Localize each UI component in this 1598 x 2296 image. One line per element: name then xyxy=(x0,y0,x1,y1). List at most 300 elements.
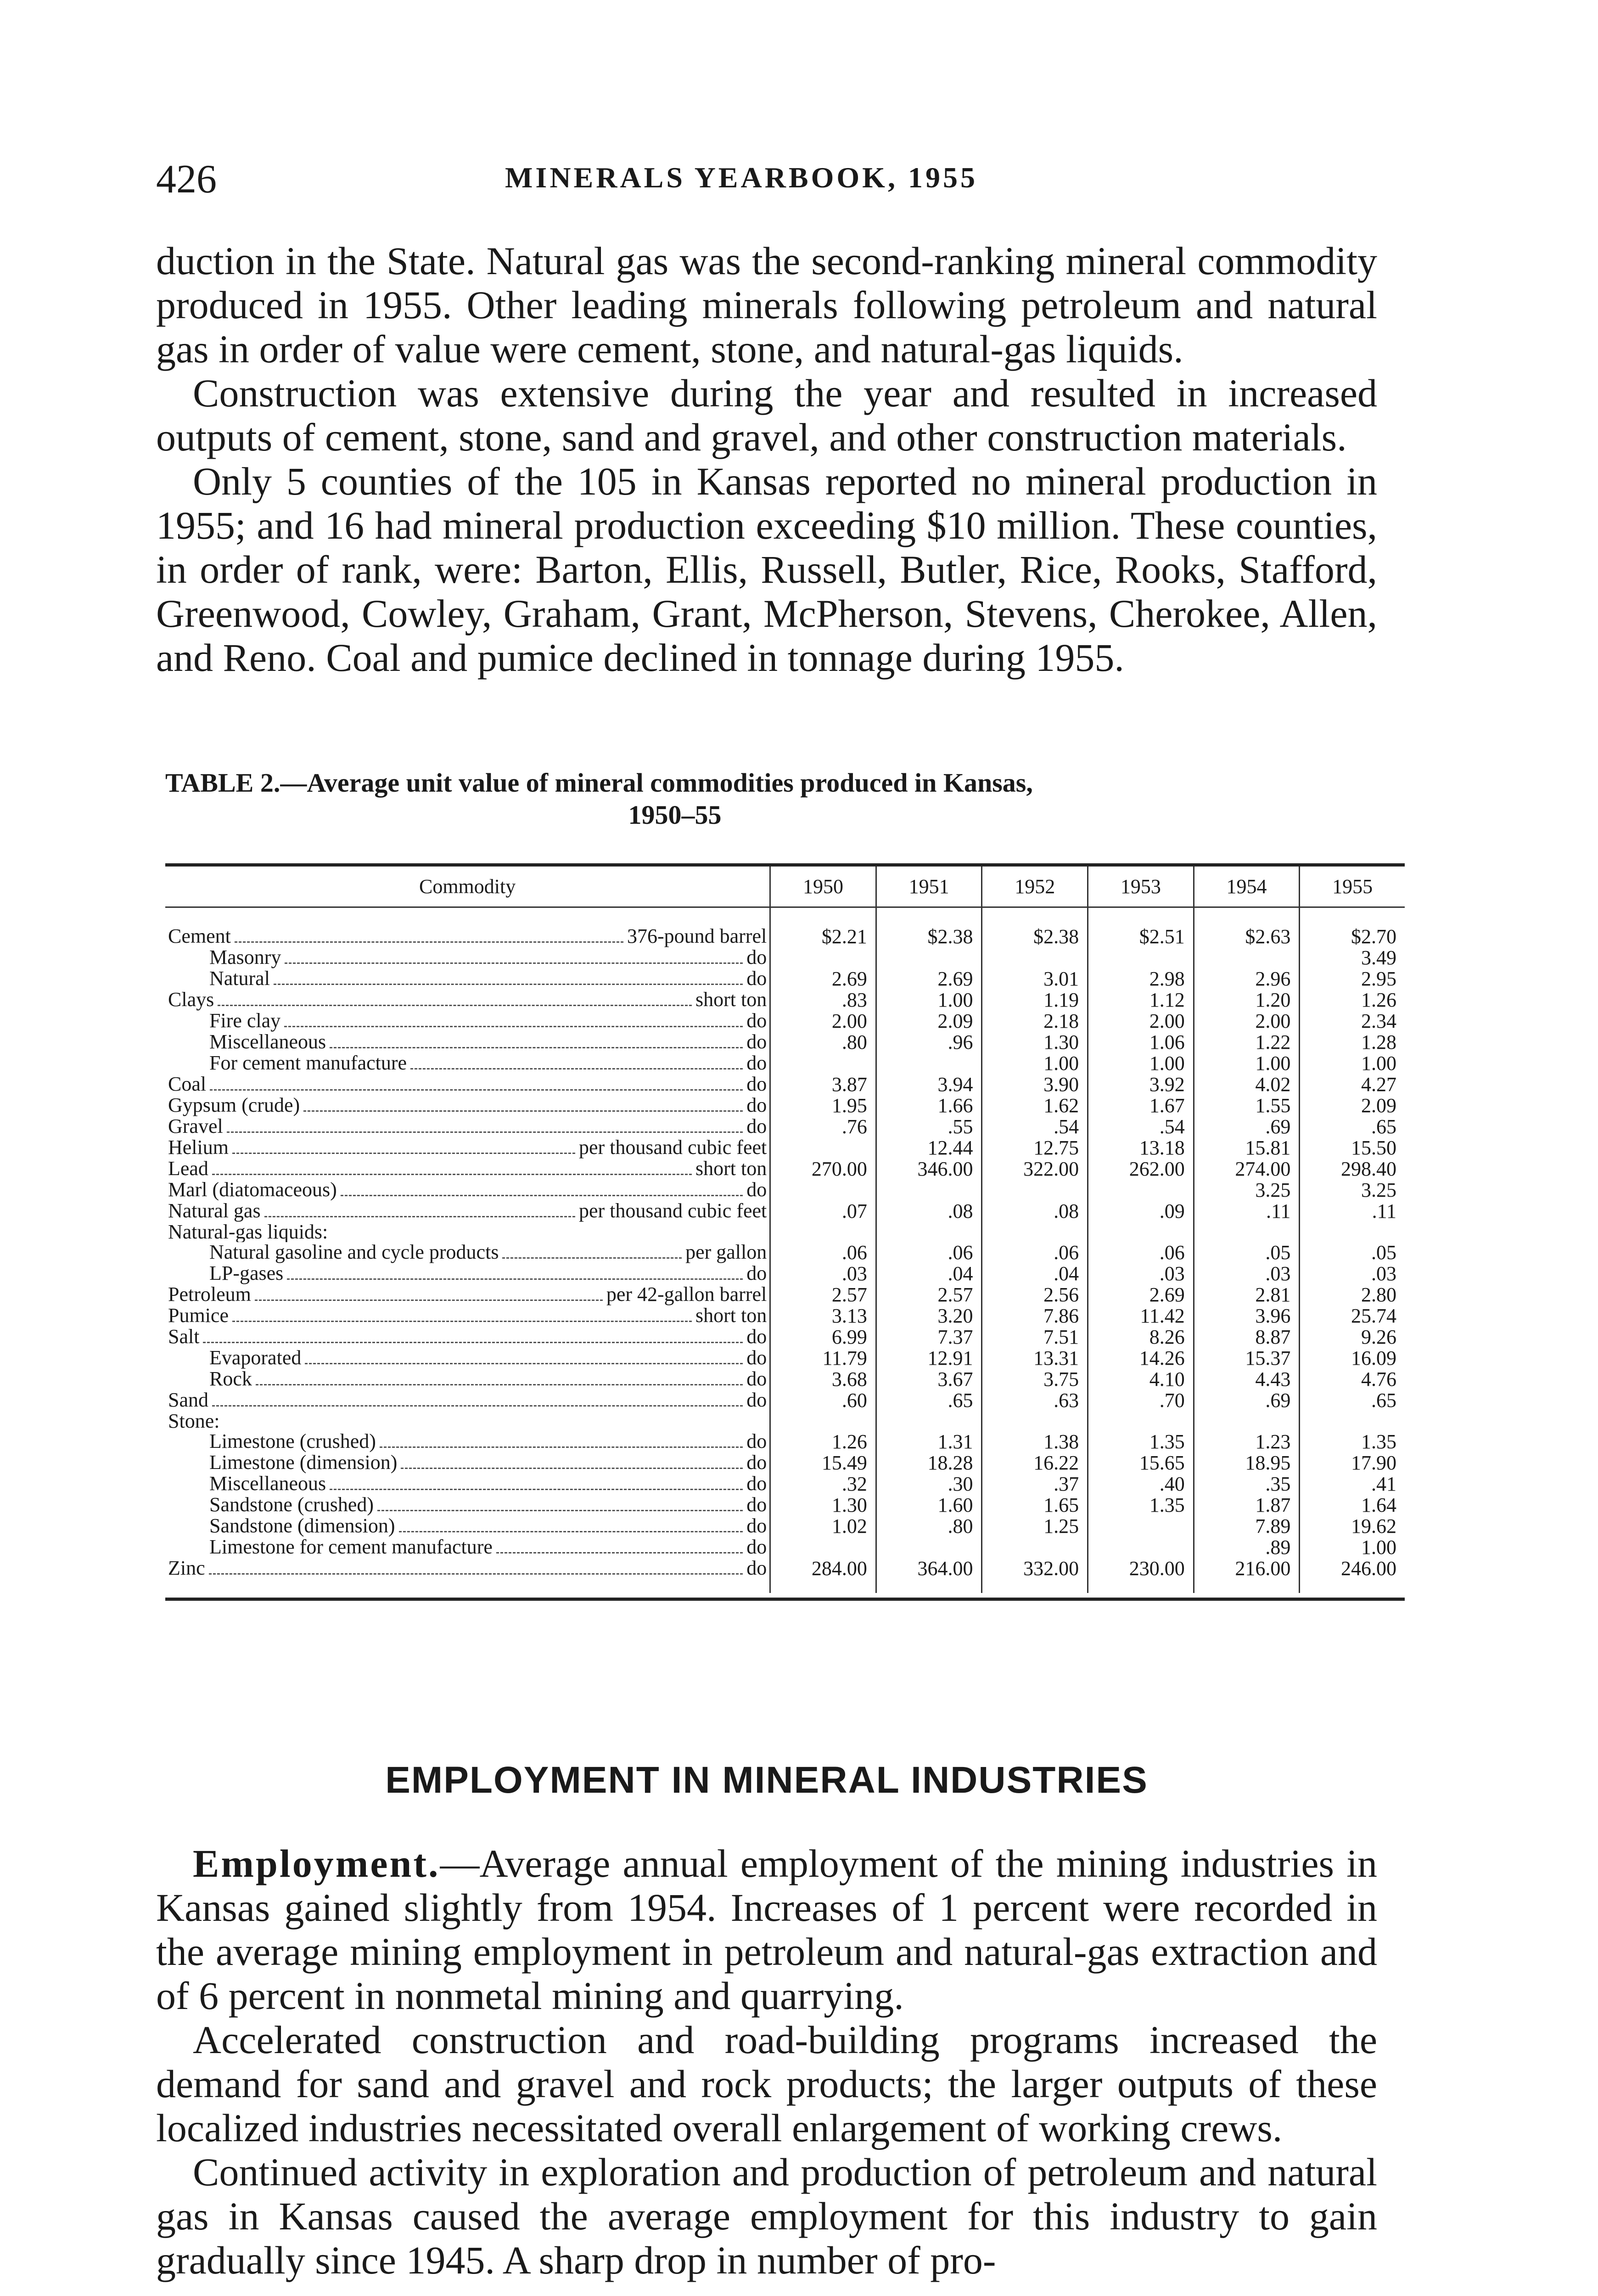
table-top-rule xyxy=(165,863,1405,867)
table-row xyxy=(165,1180,1405,1201)
commodity-name: Petroleum xyxy=(168,1284,251,1306)
value-cell-1952: 2.18 xyxy=(982,1011,1088,1032)
leader-dots xyxy=(330,1047,743,1048)
intro-text xyxy=(156,239,1377,680)
commodity-cell xyxy=(165,1452,770,1474)
header-year-1950: 1950 xyxy=(770,867,876,907)
table-row xyxy=(165,947,1405,968)
leader-dots xyxy=(502,1257,682,1259)
value-cell-1955: 1.26 xyxy=(1300,990,1405,1011)
commodity-cell xyxy=(165,1053,770,1074)
page-number: 426 xyxy=(156,157,217,202)
commodity-cell xyxy=(165,1306,770,1327)
value-cell-1951 xyxy=(876,947,982,968)
value-cell-1954: 1.55 xyxy=(1194,1095,1300,1116)
leader-dots xyxy=(380,1446,743,1448)
commodity-cell xyxy=(165,1159,770,1180)
header-year-1953: 1953 xyxy=(1088,867,1194,907)
value-cell-1950: 6.99 xyxy=(770,1327,876,1348)
commodity-unit: per 42-gallon barrel xyxy=(606,1284,767,1306)
table-row xyxy=(165,1431,1405,1452)
leader-dots xyxy=(410,1068,743,1069)
value-cell-1954: .69 xyxy=(1194,1390,1300,1411)
leader-dots xyxy=(232,1321,692,1322)
commodity-name: Miscellaneous xyxy=(209,1032,326,1053)
value-cell-1954: .11 xyxy=(1194,1201,1300,1222)
value-cell-1953: 11.42 xyxy=(1088,1306,1194,1327)
commodity-name: Salt xyxy=(168,1327,200,1348)
value-cell-1954: 1.00 xyxy=(1194,1053,1300,1074)
value-cell-1953: .09 xyxy=(1088,1201,1194,1222)
employment-paragraph-1 xyxy=(156,1841,1377,2018)
table-row xyxy=(165,1201,1405,1222)
commodity-unit: do xyxy=(746,1011,767,1032)
commodity-cell xyxy=(165,1032,770,1053)
value-cell-1954: 1.87 xyxy=(1194,1495,1300,1516)
value-cell-1952: .37 xyxy=(982,1474,1088,1495)
commodity-name: Masonry xyxy=(209,947,281,968)
intro-paragraph-2: Construction was extensive during the year and resulted in increased outputs of cement, stone, sand and gravel, and other construction materials. xyxy=(156,371,1377,459)
commodity-cell xyxy=(165,1369,770,1390)
table-row xyxy=(165,1390,1405,1411)
commodity-cell xyxy=(165,1201,770,1222)
value-cell-1952: 1.30 xyxy=(982,1032,1088,1053)
value-cell-1953 xyxy=(1088,1180,1194,1201)
value-cell-1953: 4.10 xyxy=(1088,1369,1194,1390)
commodity-unit: do xyxy=(746,1327,767,1348)
commodity-unit: do xyxy=(746,1263,767,1284)
value-cell-1951 xyxy=(876,1537,982,1558)
value-cell-1955: 3.49 xyxy=(1300,947,1405,968)
commodity-cell xyxy=(165,1411,770,1431)
value-cell-1953: 2.69 xyxy=(1088,1284,1194,1306)
employment-paragraph-3: Continued activity in exploration and production of petroleum and natural gas in Kansas caused the average employment for this industry to gain gradually since 1945. A sharp drop in number of pro- xyxy=(156,2150,1377,2282)
value-cell-1952: 16.22 xyxy=(982,1452,1088,1474)
table-caption-line2: 1950–55 xyxy=(628,800,722,830)
commodity-name: Limestone (crushed) xyxy=(209,1431,376,1452)
value-cell-1953: .06 xyxy=(1088,1242,1194,1263)
value-cell-1952: 3.75 xyxy=(982,1369,1088,1390)
value-cell-1952 xyxy=(982,1411,1088,1431)
commodity-unit: do xyxy=(746,1032,767,1053)
value-cell-1955: 2.09 xyxy=(1300,1095,1405,1116)
value-cell-1955: 246.00 xyxy=(1300,1558,1405,1593)
value-cell-1955: 298.40 xyxy=(1300,1159,1405,1180)
value-cell-1951: 18.28 xyxy=(876,1452,982,1474)
value-cell-1950: 1.95 xyxy=(770,1095,876,1116)
table-row xyxy=(165,1116,1405,1137)
value-cell-1954: 7.89 xyxy=(1194,1516,1300,1537)
leader-dots xyxy=(303,1110,743,1112)
value-cell-1951 xyxy=(876,1222,982,1242)
leader-dots xyxy=(284,1026,743,1027)
table-row xyxy=(165,1348,1405,1369)
leader-dots xyxy=(377,1510,743,1511)
value-cell-1953: 1.12 xyxy=(1088,990,1194,1011)
running-head xyxy=(156,156,1377,207)
leader-dots xyxy=(255,1300,603,1301)
value-cell-1950: .03 xyxy=(770,1263,876,1284)
value-cell-1951: $2.38 xyxy=(876,907,982,948)
value-cell-1950: .80 xyxy=(770,1032,876,1053)
table-row xyxy=(165,1516,1405,1537)
value-cell-1953 xyxy=(1088,1222,1194,1242)
value-cell-1951: 2.69 xyxy=(876,968,982,990)
employment-text xyxy=(156,1841,1377,2282)
value-cell-1953: 13.18 xyxy=(1088,1137,1194,1159)
commodity-unit: do xyxy=(746,1495,767,1516)
value-cell-1954: 15.81 xyxy=(1194,1137,1300,1159)
commodity-cell xyxy=(165,1284,770,1306)
header-year-1955: 1955 xyxy=(1300,867,1405,907)
value-cell-1955: 1.35 xyxy=(1300,1431,1405,1452)
commodity-name: Lead xyxy=(168,1159,208,1180)
value-cell-1953: 262.00 xyxy=(1088,1159,1194,1180)
value-cell-1950: 270.00 xyxy=(770,1159,876,1180)
commodity-name: Natural-gas liquids: xyxy=(168,1222,328,1242)
value-cell-1951: .04 xyxy=(876,1263,982,1284)
value-cell-1952: 1.25 xyxy=(982,1516,1088,1537)
value-cell-1954: 4.02 xyxy=(1194,1074,1300,1095)
value-cell-1951: 364.00 xyxy=(876,1558,982,1593)
value-cell-1952: 1.65 xyxy=(982,1495,1088,1516)
commodity-name: Cement xyxy=(168,925,231,947)
table-bottom-rule xyxy=(165,1598,1405,1601)
value-cell-1953: 2.98 xyxy=(1088,968,1194,990)
commodity-unit: per gallon xyxy=(685,1242,767,1263)
leader-dots xyxy=(235,941,623,943)
value-cell-1954: 15.37 xyxy=(1194,1348,1300,1369)
value-cell-1953 xyxy=(1088,1516,1194,1537)
value-cell-1955: 2.80 xyxy=(1300,1284,1405,1306)
commodity-unit: short ton xyxy=(695,990,767,1011)
commodity-cell xyxy=(165,1390,770,1411)
header-year-1952: 1952 xyxy=(982,867,1088,907)
value-cell-1951: 12.91 xyxy=(876,1348,982,1369)
value-cell-1954: $2.63 xyxy=(1194,907,1300,948)
value-cell-1950: $2.21 xyxy=(770,907,876,948)
table-row xyxy=(165,1411,1405,1431)
value-cell-1955: .11 xyxy=(1300,1201,1405,1222)
commodity-name: Fire clay xyxy=(209,1011,281,1032)
value-cell-1954: 18.95 xyxy=(1194,1452,1300,1474)
value-cell-1954: .35 xyxy=(1194,1474,1300,1495)
table-container xyxy=(165,863,1405,1601)
value-cell-1953: 1.00 xyxy=(1088,1053,1194,1074)
commodity-name: Pumice xyxy=(168,1306,229,1327)
commodity-name: Natural gasoline and cycle products xyxy=(209,1242,499,1263)
value-cell-1955: .03 xyxy=(1300,1263,1405,1284)
commodity-cell xyxy=(165,1558,770,1593)
commodity-name: Evaporated xyxy=(209,1348,302,1369)
commodity-name: Helium xyxy=(168,1137,229,1159)
table-row xyxy=(165,968,1405,990)
value-cell-1952: 2.56 xyxy=(982,1284,1088,1306)
table-row xyxy=(165,1242,1405,1263)
header-year-1954: 1954 xyxy=(1194,867,1300,907)
commodity-unit: do xyxy=(746,947,767,968)
value-cell-1950: .83 xyxy=(770,990,876,1011)
value-cell-1950 xyxy=(770,1180,876,1201)
value-cell-1955: .65 xyxy=(1300,1390,1405,1411)
value-cell-1950: .07 xyxy=(770,1201,876,1222)
value-cell-1954: 274.00 xyxy=(1194,1159,1300,1180)
value-cell-1954: .03 xyxy=(1194,1263,1300,1284)
leader-dots xyxy=(274,984,743,985)
commodity-unit: do xyxy=(746,1369,767,1390)
commodity-cell xyxy=(165,1116,770,1137)
value-cell-1953: 1.35 xyxy=(1088,1431,1194,1452)
table-row xyxy=(165,1095,1405,1116)
value-cell-1954 xyxy=(1194,947,1300,968)
commodity-name: For cement manufacture xyxy=(209,1053,407,1074)
value-cell-1951: 3.20 xyxy=(876,1306,982,1327)
commodity-name: Sandstone (dimension) xyxy=(209,1516,395,1537)
table-row xyxy=(165,1011,1405,1032)
table-row xyxy=(165,1474,1405,1495)
value-cell-1952: .08 xyxy=(982,1201,1088,1222)
commodity-cell xyxy=(165,1180,770,1201)
table-row xyxy=(165,907,1405,948)
value-cell-1950 xyxy=(770,1411,876,1431)
leader-dots xyxy=(209,1573,743,1575)
leader-dots xyxy=(203,1342,743,1343)
value-cell-1950: 2.00 xyxy=(770,1011,876,1032)
value-cell-1950: .60 xyxy=(770,1390,876,1411)
value-cell-1952: 3.01 xyxy=(982,968,1088,990)
value-cell-1953 xyxy=(1088,947,1194,968)
commodity-cell xyxy=(165,1495,770,1516)
table-caption xyxy=(165,767,1377,831)
value-cell-1952: .54 xyxy=(982,1116,1088,1137)
value-cell-1952: .06 xyxy=(982,1242,1088,1263)
leader-dots xyxy=(232,1153,575,1154)
leader-dots xyxy=(285,962,743,964)
value-cell-1955: 25.74 xyxy=(1300,1306,1405,1327)
value-cell-1950: 3.87 xyxy=(770,1074,876,1095)
commodity-unit: 376-pound barrel xyxy=(627,925,767,947)
value-cell-1953: 1.06 xyxy=(1088,1032,1194,1053)
commodity-cell xyxy=(165,1348,770,1369)
leader-dots xyxy=(496,1552,743,1553)
value-cell-1955: 1.00 xyxy=(1300,1537,1405,1558)
value-cell-1950 xyxy=(770,1053,876,1074)
value-cell-1953: .70 xyxy=(1088,1390,1194,1411)
leader-dots xyxy=(210,1089,743,1091)
value-cell-1955: 17.90 xyxy=(1300,1452,1405,1474)
value-cell-1953: .54 xyxy=(1088,1116,1194,1137)
commodity-unit: do xyxy=(746,1095,767,1116)
value-cell-1954: 1.23 xyxy=(1194,1431,1300,1452)
value-cell-1950: 11.79 xyxy=(770,1348,876,1369)
commodity-name: Limestone for cement manufacture xyxy=(209,1537,493,1558)
value-cell-1950: 2.57 xyxy=(770,1284,876,1306)
leader-dots xyxy=(256,1384,743,1385)
value-cell-1954 xyxy=(1194,1411,1300,1431)
value-cell-1950: .06 xyxy=(770,1242,876,1263)
commodity-cell xyxy=(165,1137,770,1159)
commodity-cell xyxy=(165,968,770,990)
value-cell-1950 xyxy=(770,1222,876,1242)
commodity-cell xyxy=(165,1431,770,1452)
value-cell-1952 xyxy=(982,947,1088,968)
value-cell-1954: 3.25 xyxy=(1194,1180,1300,1201)
value-cell-1951: .96 xyxy=(876,1032,982,1053)
value-cell-1955: 1.00 xyxy=(1300,1053,1405,1074)
value-cell-1951: 2.57 xyxy=(876,1284,982,1306)
value-cell-1952: 1.62 xyxy=(982,1095,1088,1116)
commodity-unit: do xyxy=(746,1180,767,1201)
table-row xyxy=(165,1369,1405,1390)
commodity-name: Marl (diatomaceous) xyxy=(168,1180,337,1201)
commodity-name: Miscellaneous xyxy=(209,1474,326,1495)
value-cell-1953: $2.51 xyxy=(1088,907,1194,948)
value-cell-1951: 1.00 xyxy=(876,990,982,1011)
commodity-name: Gravel xyxy=(168,1116,223,1137)
leader-dots xyxy=(227,1131,743,1133)
value-cell-1951: 1.31 xyxy=(876,1431,982,1452)
value-cell-1951: 2.09 xyxy=(876,1011,982,1032)
commodity-cell xyxy=(165,1516,770,1537)
value-cell-1950: 1.26 xyxy=(770,1431,876,1452)
unit-value-table xyxy=(165,867,1405,1593)
leader-dots xyxy=(212,1174,692,1175)
commodity-unit: do xyxy=(746,1348,767,1369)
leader-dots xyxy=(341,1195,743,1196)
value-cell-1955 xyxy=(1300,1222,1405,1242)
commodity-cell xyxy=(165,1222,770,1242)
value-cell-1952: 1.00 xyxy=(982,1053,1088,1074)
table-row xyxy=(165,1558,1405,1593)
table-row xyxy=(165,990,1405,1011)
leader-dots xyxy=(264,1216,575,1217)
value-cell-1953: .40 xyxy=(1088,1474,1194,1495)
value-cell-1953: .03 xyxy=(1088,1263,1194,1284)
header-year-1951: 1951 xyxy=(876,867,982,907)
value-cell-1955: 19.62 xyxy=(1300,1516,1405,1537)
value-cell-1952 xyxy=(982,1180,1088,1201)
value-cell-1950: 1.02 xyxy=(770,1516,876,1537)
value-cell-1952 xyxy=(982,1537,1088,1558)
value-cell-1950 xyxy=(770,1537,876,1558)
value-cell-1951 xyxy=(876,1053,982,1074)
table-row xyxy=(165,1452,1405,1474)
table-row xyxy=(165,1159,1405,1180)
value-cell-1951: 346.00 xyxy=(876,1159,982,1180)
value-cell-1954: 2.00 xyxy=(1194,1011,1300,1032)
commodity-unit: do xyxy=(746,968,767,990)
commodity-unit: do xyxy=(746,1074,767,1095)
value-cell-1951: 1.66 xyxy=(876,1095,982,1116)
commodity-cell xyxy=(165,1263,770,1284)
value-cell-1955: 15.50 xyxy=(1300,1137,1405,1159)
commodity-name: Rock xyxy=(209,1369,252,1390)
value-cell-1953: 15.65 xyxy=(1088,1452,1194,1474)
value-cell-1952: .63 xyxy=(982,1390,1088,1411)
commodity-name: Sandstone (crushed) xyxy=(209,1495,374,1516)
value-cell-1954: 1.20 xyxy=(1194,990,1300,1011)
value-cell-1955: 4.76 xyxy=(1300,1369,1405,1390)
commodity-unit: per thousand cubic feet xyxy=(578,1201,767,1222)
table-row xyxy=(165,1222,1405,1242)
table-row xyxy=(165,1137,1405,1159)
value-cell-1954: 2.81 xyxy=(1194,1284,1300,1306)
value-cell-1955: 2.34 xyxy=(1300,1011,1405,1032)
leader-dots xyxy=(401,1468,743,1469)
value-cell-1955: .05 xyxy=(1300,1242,1405,1263)
value-cell-1950 xyxy=(770,1137,876,1159)
value-cell-1955: 3.25 xyxy=(1300,1180,1405,1201)
value-cell-1951: 1.60 xyxy=(876,1495,982,1516)
value-cell-1953: 8.26 xyxy=(1088,1327,1194,1348)
value-cell-1955 xyxy=(1300,1411,1405,1431)
value-cell-1955: 4.27 xyxy=(1300,1074,1405,1095)
value-cell-1953: 1.35 xyxy=(1088,1495,1194,1516)
commodity-name: Gypsum (crude) xyxy=(168,1095,300,1116)
value-cell-1955: 2.95 xyxy=(1300,968,1405,990)
value-cell-1953: 1.67 xyxy=(1088,1095,1194,1116)
leader-dots xyxy=(212,1405,743,1407)
leader-dots xyxy=(218,1005,692,1006)
employment-paragraph-2: Accelerated construction and road-building programs increased the demand for sand and gravel and rock products; the larger outputs of these localized industries necessitated overall enlargement of working crews. xyxy=(156,2018,1377,2150)
value-cell-1954: 2.96 xyxy=(1194,968,1300,990)
value-cell-1954: 1.22 xyxy=(1194,1032,1300,1053)
commodity-name: Limestone (dimension) xyxy=(209,1452,398,1474)
value-cell-1954: .69 xyxy=(1194,1116,1300,1137)
commodity-unit: do xyxy=(746,1558,767,1579)
value-cell-1955: 9.26 xyxy=(1300,1327,1405,1348)
commodity-unit: short ton xyxy=(695,1159,767,1180)
value-cell-1954: 8.87 xyxy=(1194,1327,1300,1348)
commodity-unit: do xyxy=(746,1537,767,1558)
value-cell-1952: 7.86 xyxy=(982,1306,1088,1327)
commodity-cell xyxy=(165,1074,770,1095)
value-cell-1950: 3.68 xyxy=(770,1369,876,1390)
value-cell-1953: 3.92 xyxy=(1088,1074,1194,1095)
table-row xyxy=(165,1327,1405,1348)
value-cell-1951: .08 xyxy=(876,1201,982,1222)
table-row xyxy=(165,1306,1405,1327)
run-in-heading: Employment. xyxy=(193,1841,440,1885)
commodity-cell xyxy=(165,907,770,948)
value-cell-1951 xyxy=(876,1180,982,1201)
leader-dots xyxy=(305,1363,743,1364)
value-cell-1953: 230.00 xyxy=(1088,1558,1194,1593)
value-cell-1950: .32 xyxy=(770,1474,876,1495)
value-cell-1951: .65 xyxy=(876,1390,982,1411)
running-title: MINERALS YEARBOOK, 1955 xyxy=(505,161,978,194)
value-cell-1952: 332.00 xyxy=(982,1558,1088,1593)
leader-dots xyxy=(330,1489,743,1490)
commodity-cell xyxy=(165,1242,770,1263)
value-cell-1952: 3.90 xyxy=(982,1074,1088,1095)
value-cell-1954: 4.43 xyxy=(1194,1369,1300,1390)
commodity-name: Natural xyxy=(209,968,270,990)
value-cell-1952: 1.19 xyxy=(982,990,1088,1011)
value-cell-1952 xyxy=(982,1222,1088,1242)
value-cell-1953: 2.00 xyxy=(1088,1011,1194,1032)
table-row xyxy=(165,1263,1405,1284)
value-cell-1950: 1.30 xyxy=(770,1495,876,1516)
value-cell-1950: 284.00 xyxy=(770,1558,876,1593)
value-cell-1955: $2.70 xyxy=(1300,907,1405,948)
value-cell-1954 xyxy=(1194,1222,1300,1242)
commodity-unit: short ton xyxy=(695,1306,767,1327)
value-cell-1954: 216.00 xyxy=(1194,1558,1300,1593)
table-header-row xyxy=(165,867,1405,907)
commodity-unit: do xyxy=(746,1516,767,1537)
table-row xyxy=(165,1032,1405,1053)
